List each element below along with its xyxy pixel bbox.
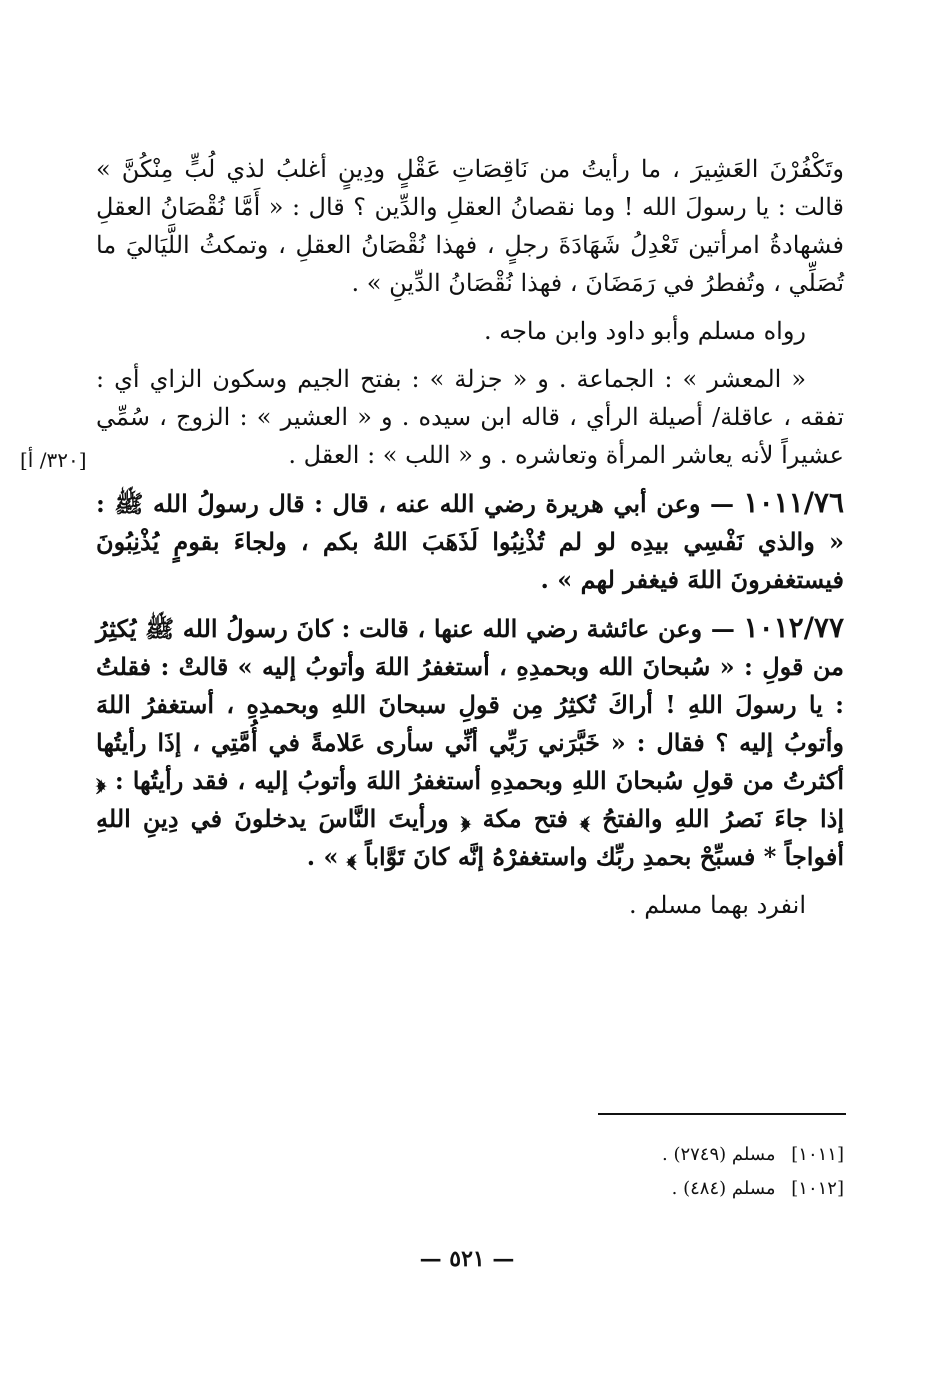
hadith-text: — وعن أبي هريرة رضي الله عنه ، قال : قال رسولُ الله ﷺ : « والذي نَفْسِي بيدِه لو لم تُذْنِبُوا لَذَهَبَ اللهُ بكم ، ولجاءَ بقومٍ يُذْنِبُونَ فيستغفرونَ اللهَ فيغفر لهم » . — [96, 489, 844, 594]
hadith-number: ١٠١١/٧٦ — [743, 486, 844, 519]
hadith-continuation: وتَكْفُرْنَ العَشِيرَ ، ما رأيتُ من نَاقِصَاتِ عَقْلٍ ودِينٍ أغلبُ لذي لُبٍّ مِنْكُنَّ » قالت : يا رسولَ الله ! وما نقصانُ العقلِ والدِّين ؟ قال : « أَمَّا نُقْصَانُ العقلِ فشهادةُ امرأتين تَعْدِلُ شَهَادَةَ رجلٍ ، فهذا نُقْصَانُ العقلِ ، وتمكثُ اللَّيَاليَ ما تُصَلِّي ، وتُفطرُ في رَمَضَانَ ، فهذا نُقْصَانُ الدِّينِ » . — [96, 155, 845, 297]
footnote-item — [560, 1138, 844, 1172]
footnote-divider — [598, 1113, 846, 1115]
footnote-ref: [١٠١١] — [791, 1144, 844, 1165]
footnotes — [560, 1138, 844, 1206]
footnote-text: مسلم (٢٧٤٩) . — [662, 1144, 776, 1165]
footnote-item — [560, 1172, 844, 1206]
page-number: — ٥٢١ — — [419, 1246, 515, 1272]
manuscript-folio-ref: [٣٢٠/ أ] — [20, 448, 87, 472]
narration-source: انفرد بهما مسلم . — [628, 891, 806, 919]
hadith-1012 — [96, 609, 844, 876]
narration-source: رواه مسلم وأبو داود وابن ماجه . — [483, 317, 806, 345]
hadith-number: ١٠١٢/٧٧ — [743, 611, 845, 644]
glossary-paragraph: « المعشر » : الجماعة . و « جزلة » : بفتح الجيم وسكون الزاي أي : تفقه ، عاقلة/ أصيلة الرأي ، قاله ابن سيده . و « العشير » : الزوج ، سُمِّي عشيراً لأنه يعاشر المرأة وتعاشره . و « اللب » : العقل . — [96, 365, 845, 469]
hadith-1011 — [96, 484, 844, 599]
footnote-ref: [١٠١٢] — [791, 1178, 844, 1199]
hadith-text: — وعن عائشة رضي الله عنها ، قالت : كانَ رسولُ الله ﷺ يُكثِرُ من قولِ : « سُبحانَ الله وبحمدِهِ ، أستغفرُ اللهَ وأتوبُ إليه » قالتْ : فقلتُ : يا رسولَ اللهِ ! أراكَ تُكثِرُ مِن قولِ سبحانَ اللهِ وبحمدِهِ ، أستغفرُ اللهَ وأتوبُ إليه ؟ فقال : « خَبَّرَني رَبِّي أنِّي سأرى عَلامةً في أُمَّتِي ، إذَا رأيتُها أكثرتُ من قولِ سُبحانَ اللهِ وبحمدِهِ أستغفرُ اللهَ وأتوبُ إليه ، فقد رأيتُها : ﴿ إذا جاءَ نَصرُ اللهِ والفتحُ ﴾ فتح مكة ﴿ ورأيتَ النَّاسَ يدخلونَ في دِينِ اللهِ أفواجاً * فسبِّحْ بحمدِ ربِّك واستغفرْهُ إنَّه كانَ تَوَّاباً ﴾ » . — [96, 614, 844, 871]
footnote-text: مسلم (٤٨٤) . — [671, 1178, 776, 1199]
main-text — [96, 150, 844, 924]
